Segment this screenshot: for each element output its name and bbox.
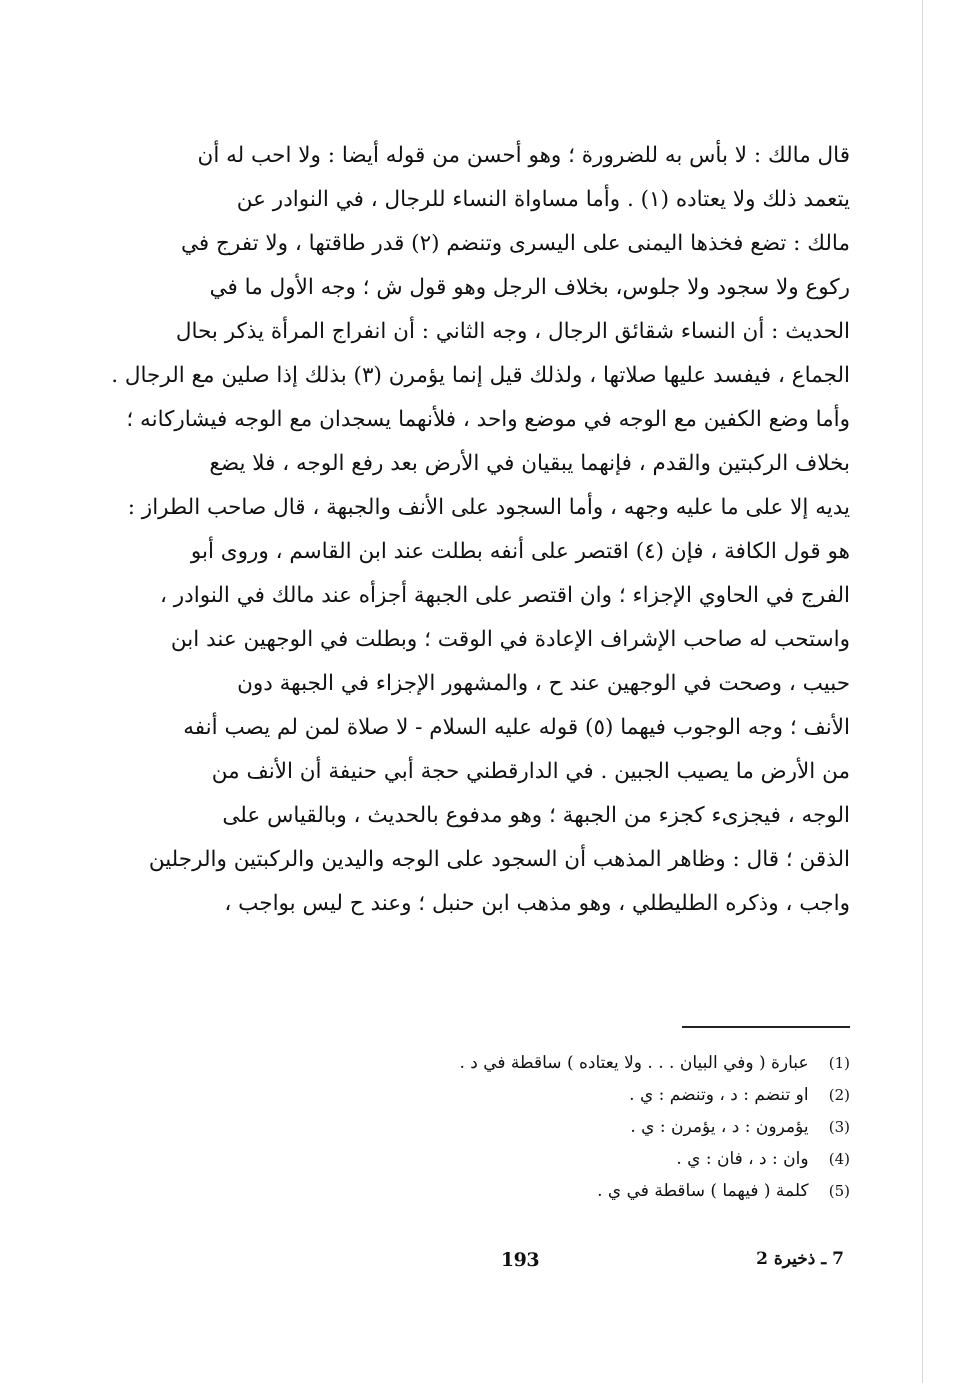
page-edge-line (922, 0, 923, 1383)
page-number: 193 (500, 1249, 540, 1271)
text-line: هو قول الكافة ، فإن (٤) اقتصر على أنفه بطلت عند ابن القاسم ، وروى أبو (190, 539, 850, 564)
text-line: واستحب له صاحب الإشراف الإعادة في الوقت ؛ وبطلت في الوجهين عند ابن (170, 627, 850, 652)
text-line: ركوع ولا سجود ولا جلوس، بخلاف الرجل وهو قول ش ؛ وجه الأول ما في (209, 275, 850, 300)
footnote (290, 1175, 850, 1207)
footnote-text: كلمة ( فيهما ) ساقطة في ي . (597, 1181, 809, 1201)
text-line: الأنف ؛ وجه الوجوب فيهما (٥) قوله عليه السلام - لا صلاة لمن لم يصب أنفه (183, 715, 850, 740)
text-line: من الأرض ما يصيب الجبين . في الدارقطني حجة أبي حنيفة أن الأنف من (211, 759, 850, 784)
text-line: مالك : تضع فخذها اليمنى على اليسرى وتنضم (٢) قدر طاقتها ، ولا تفرج في (180, 231, 850, 256)
printer-signature: 7 ـ ذخيرة 2 (756, 1249, 844, 1269)
footnote-number: (3) (828, 1118, 850, 1136)
footnote-number: (5) (828, 1182, 850, 1200)
footnote (290, 1047, 850, 1079)
text-line: الحديث : أن النساء شقائق الرجال ، وجه الثاني : أن انفراج المرأة يذكر بحال (175, 319, 850, 344)
text-line: الوجه ، فيجزىء كجزء من الجبهة ؛ وهو مدفوع بالحديث ، وبالقياس على (222, 803, 850, 828)
footnote-divider (682, 1026, 850, 1028)
footnote-number: (1) (828, 1054, 850, 1072)
main-text (111, 134, 850, 926)
text-line: الجماع ، فيفسد عليها صلاتها ، ولذلك قيل إنما يؤمرن (٣) بذلك إذا صلين مع الرجال . (111, 363, 850, 388)
footnote (290, 1111, 850, 1143)
text-line: قال مالك : لا بأس به للضرورة ؛ وهو أحسن من قوله أيضا : ولا احب له أن (197, 143, 850, 168)
text-line: يديه إلا على ما عليه وجهه ، وأما السجود على الأنف والجبهة ، قال صاحب الطراز : (127, 495, 850, 520)
footnote-number: (2) (828, 1086, 850, 1104)
text-line: الذقن ؛ قال : وظاهر المذهب أن السجود على الوجه واليدين والركبتين والرجلين (148, 847, 850, 872)
text-line: حبيب ، وصحت في الوجهين عند ح ، والمشهور الإجزاء في الجبهة دون (237, 671, 850, 696)
text-line: واجب ، وذكره الطليطلي ، وهو مذهب ابن حنبل ؛ وعند ح ليس بواجب ، (224, 891, 850, 916)
footnote-text: عبارة ( وفي البيان . . . ولا يعتاده ) ساقطة في د . (459, 1053, 809, 1073)
text-line: الفرج في الحاوي الإجزاء ؛ وان اقتصر على الجبهة أجزأه عند مالك في النوادر ، (160, 583, 850, 608)
footnote-number: (4) (828, 1150, 850, 1168)
footnote-text: او تنضم : د ، وتنضم : ي . (629, 1085, 809, 1105)
footnote (290, 1079, 850, 1111)
footnote (290, 1143, 850, 1175)
footnote-text: يؤمرون : د ، يؤمرن : ي . (630, 1117, 809, 1137)
text-line: وأما وضع الكفين مع الوجه في موضع واحد ، فلأنهما يسجدان مع الوجه فيشاركانه ؛ (126, 407, 850, 432)
text-line: يتعمد ذلك ولا يعتاده (١) . وأما مساواة النساء للرجال ، في النوادر عن (236, 187, 850, 212)
footnote-text: وان : د ، فان : ي . (676, 1149, 809, 1169)
text-line: بخلاف الركبتين والقدم ، فإنهما يبقيان في الأرض بعد رفع الوجه ، فلا يضع (209, 451, 850, 476)
footnotes (290, 1047, 850, 1207)
